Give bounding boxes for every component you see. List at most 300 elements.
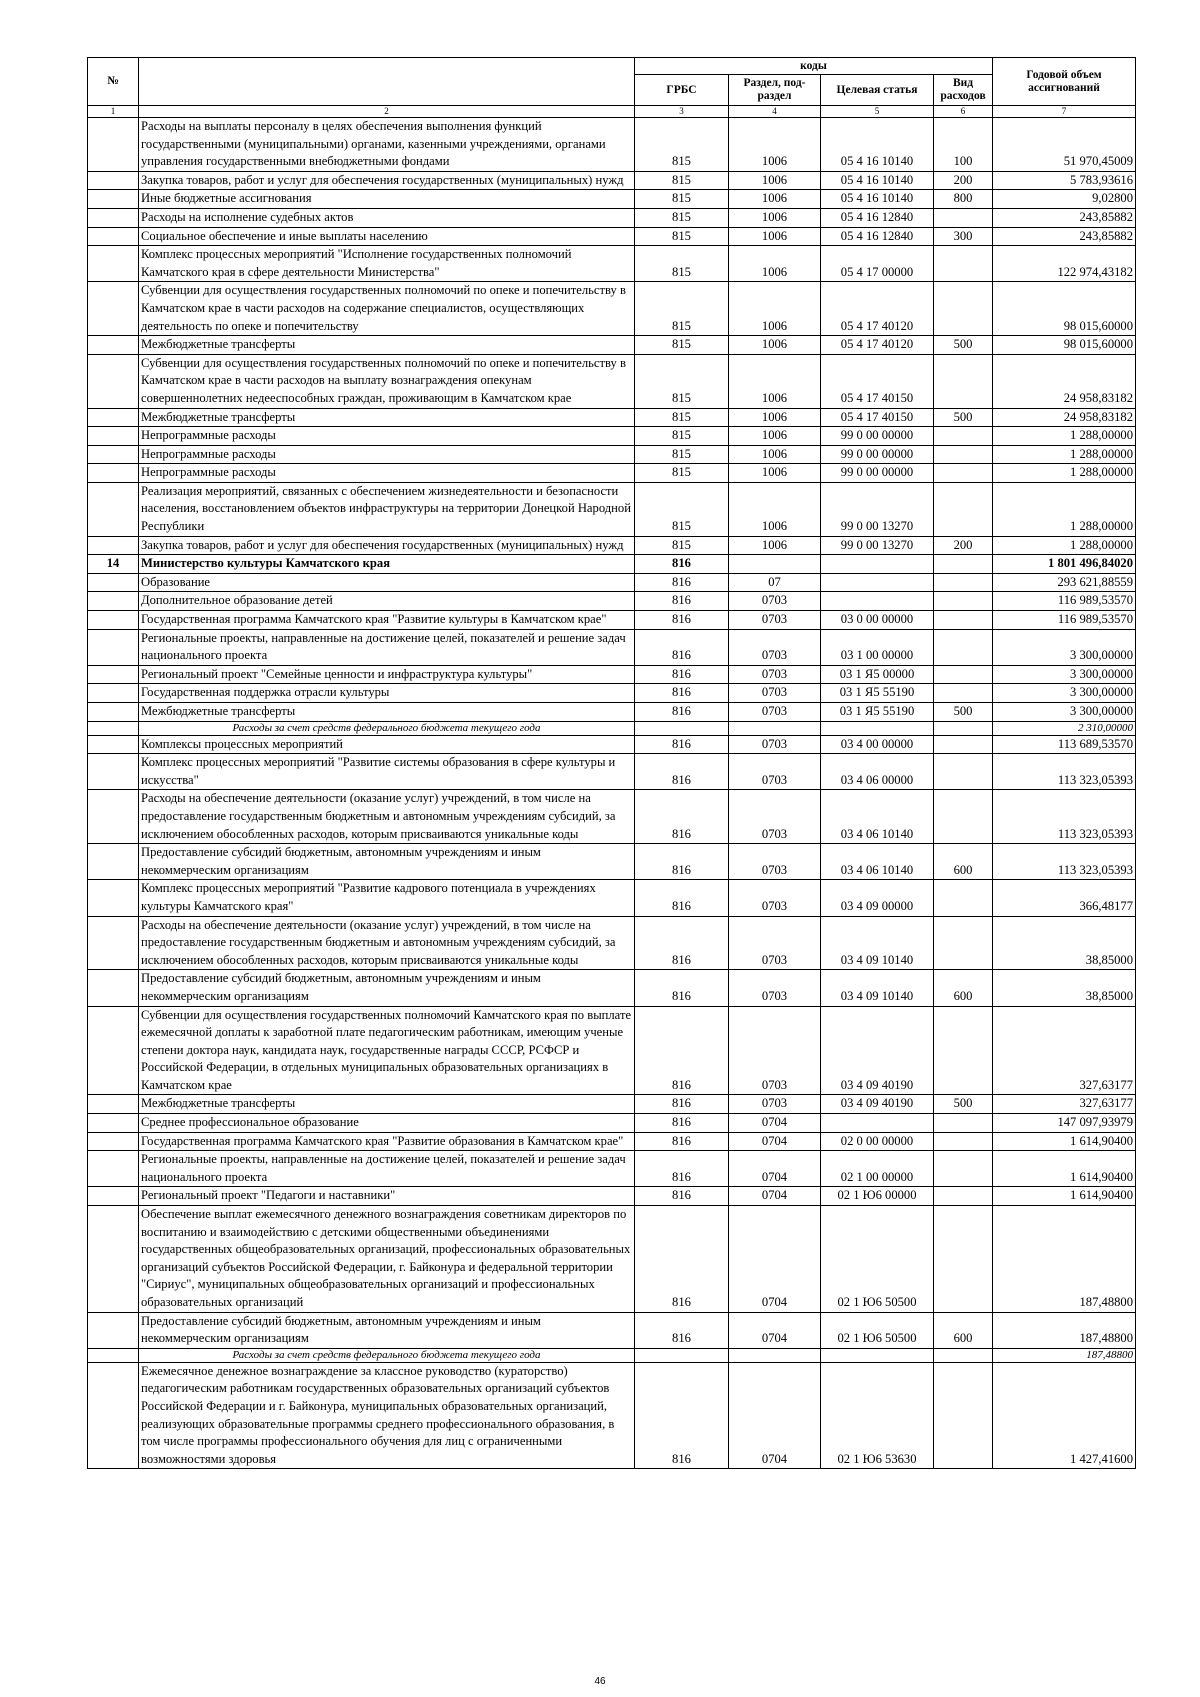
table-row bbox=[88, 282, 1136, 336]
expense-name: Межбюджетные трансферты bbox=[139, 1095, 635, 1114]
grbs-code: 815 bbox=[635, 445, 729, 464]
grbs-code: 815 bbox=[635, 336, 729, 355]
grbs-code: 816 bbox=[635, 735, 729, 754]
expense-type-code bbox=[934, 611, 993, 630]
annual-amount: 3 300,00000 bbox=[993, 703, 1136, 722]
section-code: 0704 bbox=[729, 1362, 821, 1469]
grbs-code: 816 bbox=[635, 1312, 729, 1348]
grbs-code: 816 bbox=[635, 916, 729, 970]
expense-name: Межбюджетные трансферты bbox=[139, 408, 635, 427]
expense-name: Региональный проект "Семейные ценности и инфраструктура культуры" bbox=[139, 665, 635, 684]
row-number: 14 bbox=[88, 555, 139, 574]
annual-amount: 3 300,00000 bbox=[993, 665, 1136, 684]
expense-type-code: 500 bbox=[934, 336, 993, 355]
annual-amount: 1 614,90400 bbox=[993, 1132, 1136, 1151]
section-code: 1006 bbox=[729, 227, 821, 246]
section-code: 0703 bbox=[729, 844, 821, 880]
page-number: 46 bbox=[594, 1676, 606, 1687]
grbs-code: 815 bbox=[635, 464, 729, 483]
expense-name: Государственная программа Камчатского края "Развитие культуры в Камчатском крае" bbox=[139, 611, 635, 630]
row-number bbox=[88, 1187, 139, 1206]
expense-name: Закупка товаров, работ и услуг для обеспечения государственных (муниципальных) нужд bbox=[139, 536, 635, 555]
target-item-code: 05 4 17 40150 bbox=[821, 408, 934, 427]
table-row bbox=[88, 1312, 1136, 1348]
annual-amount: 147 097,93979 bbox=[993, 1114, 1136, 1133]
expense-name: Региональный проект "Педагоги и наставники" bbox=[139, 1187, 635, 1206]
federal-budget-row bbox=[88, 1348, 1136, 1362]
annual-amount: 3 300,00000 bbox=[993, 629, 1136, 665]
expense-type-code bbox=[934, 1362, 993, 1469]
expense-type-code bbox=[934, 573, 993, 592]
grbs-code: 816 bbox=[635, 790, 729, 844]
grbs-code: 816 bbox=[635, 1362, 729, 1469]
target-item-code: 02 1 Ю6 50500 bbox=[821, 1312, 934, 1348]
annual-amount: 1 288,00000 bbox=[993, 445, 1136, 464]
row-number bbox=[88, 208, 139, 227]
section-code: 0703 bbox=[729, 592, 821, 611]
table-row bbox=[88, 445, 1136, 464]
target-item-code: 99 0 00 00000 bbox=[821, 427, 934, 446]
row-number bbox=[88, 1151, 139, 1187]
expense-name: Расходы на исполнение судебных актов bbox=[139, 208, 635, 227]
expense-name: Государственная программа Камчатского края "Развитие образования в Камчатском крае" bbox=[139, 1132, 635, 1151]
table-row bbox=[88, 880, 1136, 916]
target-item-code: 99 0 00 13270 bbox=[821, 482, 934, 536]
expense-type-code bbox=[934, 1132, 993, 1151]
annual-amount: 113 689,53570 bbox=[993, 735, 1136, 754]
expense-type-code bbox=[934, 1206, 993, 1313]
table-body bbox=[88, 118, 1136, 1469]
row-number bbox=[88, 703, 139, 722]
annual-amount: 24 958,83182 bbox=[993, 408, 1136, 427]
expense-name: Межбюджетные трансферты bbox=[139, 703, 635, 722]
annual-amount: 243,85882 bbox=[993, 227, 1136, 246]
expense-type-code bbox=[934, 684, 993, 703]
annual-amount: 38,85000 bbox=[993, 916, 1136, 970]
expense-name: Министерство культуры Камчатского края bbox=[139, 555, 635, 574]
annual-amount: 1 288,00000 bbox=[993, 427, 1136, 446]
header-target-item: Целевая статья bbox=[821, 75, 934, 106]
annual-amount: 116 989,53570 bbox=[993, 592, 1136, 611]
annual-amount: 1 288,00000 bbox=[993, 464, 1136, 483]
section-code: 0704 bbox=[729, 1312, 821, 1348]
target-item-code: 02 0 00 00000 bbox=[821, 1132, 934, 1151]
target-item-code bbox=[821, 573, 934, 592]
grbs-code: 815 bbox=[635, 427, 729, 446]
section-code: 0703 bbox=[729, 1006, 821, 1095]
target-item-code: 02 1 Ю6 50500 bbox=[821, 1206, 934, 1313]
target-item-code: 03 4 06 10140 bbox=[821, 790, 934, 844]
row-number bbox=[88, 171, 139, 190]
expense-name: Расходы за счет средств федерального бюджета текущего года bbox=[139, 1348, 635, 1362]
expense-type-code bbox=[934, 464, 993, 483]
table-row bbox=[88, 482, 1136, 536]
expense-type-code bbox=[934, 592, 993, 611]
section-code: 1006 bbox=[729, 208, 821, 227]
expense-name: Реализация мероприятий, связанных с обеспечением жизнедеятельности и безопасности населения, восстановлением объектов инфраструктуры на территории Донецкой Народной Республики bbox=[139, 482, 635, 536]
expense-type-code bbox=[934, 1151, 993, 1187]
row-number bbox=[88, 970, 139, 1006]
table-row bbox=[88, 970, 1136, 1006]
column-number: 2 bbox=[139, 106, 635, 118]
target-item-code: 03 4 00 00000 bbox=[821, 735, 934, 754]
annual-amount: 113 323,05393 bbox=[993, 790, 1136, 844]
grbs-code: 816 bbox=[635, 555, 729, 574]
expense-type-code bbox=[934, 1114, 993, 1133]
grbs-code: 815 bbox=[635, 190, 729, 209]
table-row bbox=[88, 592, 1136, 611]
expense-name: Комплекс процессных мероприятий "Развитие кадрового потенциала в учреждениях культуры Камчатского края" bbox=[139, 880, 635, 916]
expense-name: Комплекс процессных мероприятий "Развитие системы образования в сфере культуры и искусства" bbox=[139, 754, 635, 790]
grbs-code: 815 bbox=[635, 171, 729, 190]
column-numbers-row bbox=[88, 106, 1136, 118]
expense-type-code bbox=[934, 246, 993, 282]
table-row bbox=[88, 208, 1136, 227]
grbs-code: 815 bbox=[635, 246, 729, 282]
row-number bbox=[88, 592, 139, 611]
section-code: 1006 bbox=[729, 190, 821, 209]
annual-amount: 24 958,83182 bbox=[993, 354, 1136, 408]
row-number bbox=[88, 246, 139, 282]
expense-name: Предоставление субсидий бюджетным, автономным учреждениям и иным некоммерческим организациям bbox=[139, 1312, 635, 1348]
expense-type-code: 500 bbox=[934, 1095, 993, 1114]
grbs-code: 816 bbox=[635, 1206, 729, 1313]
grbs-code: 816 bbox=[635, 1151, 729, 1187]
row-number bbox=[88, 721, 139, 735]
expense-type-code: 600 bbox=[934, 844, 993, 880]
target-item-code: 99 0 00 00000 bbox=[821, 445, 934, 464]
row-number bbox=[88, 1132, 139, 1151]
expense-type-code: 100 bbox=[934, 118, 993, 172]
expense-name: Среднее профессиональное образование bbox=[139, 1114, 635, 1133]
table-row bbox=[88, 246, 1136, 282]
row-number bbox=[88, 1114, 139, 1133]
table-row bbox=[88, 573, 1136, 592]
grbs-code: 815 bbox=[635, 118, 729, 172]
section-code: 0703 bbox=[729, 684, 821, 703]
expense-name: Региональные проекты, направленные на достижение целей, показателей и решение задач национального проекта bbox=[139, 1151, 635, 1187]
table-row bbox=[88, 629, 1136, 665]
expense-name: Субвенции для осуществления государственных полномочий по опеке и попечительству в Камчатском крае в части расходов на выплату вознаграждения опекунам совершеннолетних недееспособных граждан, проживающим в Камчатском крае bbox=[139, 354, 635, 408]
table-row bbox=[88, 408, 1136, 427]
row-number bbox=[88, 1206, 139, 1313]
annual-amount: 9,02800 bbox=[993, 190, 1136, 209]
annual-amount: 98 015,60000 bbox=[993, 282, 1136, 336]
expense-name: Государственная поддержка отрасли культуры bbox=[139, 684, 635, 703]
grbs-code: 815 bbox=[635, 282, 729, 336]
section-code: 0703 bbox=[729, 880, 821, 916]
target-item-code: 02 1 Ю6 00000 bbox=[821, 1187, 934, 1206]
expense-name: Непрограммные расходы bbox=[139, 427, 635, 446]
section-code: 0703 bbox=[729, 703, 821, 722]
table-row bbox=[88, 427, 1136, 446]
grbs-code: 816 bbox=[635, 1095, 729, 1114]
section-code: 1006 bbox=[729, 482, 821, 536]
row-number bbox=[88, 844, 139, 880]
expense-type-code bbox=[934, 1187, 993, 1206]
expense-type-code: 600 bbox=[934, 1312, 993, 1348]
section-code: 1006 bbox=[729, 445, 821, 464]
target-item-code: 03 0 00 00000 bbox=[821, 611, 934, 630]
table-row bbox=[88, 1006, 1136, 1095]
grbs-code: 815 bbox=[635, 354, 729, 408]
section-code: 1006 bbox=[729, 282, 821, 336]
grbs-code: 816 bbox=[635, 665, 729, 684]
expense-type-code bbox=[934, 482, 993, 536]
target-item-code: 99 0 00 00000 bbox=[821, 464, 934, 483]
expense-name: Ежемесячное денежное вознаграждение за классное руководство (кураторство) педагогическим работникам государственных образовательных организаций субъектов Российской Федерации и г. Байконура, муниципальных образовательных организаций, реализующих образовательные программы среднего профессионального образования, в том числе программы профессионального обучения для лиц с ограниченными возможностями здоровья bbox=[139, 1362, 635, 1469]
row-number bbox=[88, 482, 139, 536]
table-header bbox=[88, 58, 1136, 118]
expense-type-code bbox=[934, 721, 993, 735]
expense-type-code bbox=[934, 754, 993, 790]
expense-type-code: 600 bbox=[934, 970, 993, 1006]
annual-amount: 122 974,43182 bbox=[993, 246, 1136, 282]
expense-name: Комплексы процессных мероприятий bbox=[139, 735, 635, 754]
row-number bbox=[88, 190, 139, 209]
section-code bbox=[729, 1348, 821, 1362]
target-item-code: 03 4 09 10140 bbox=[821, 970, 934, 1006]
expense-type-code bbox=[934, 1348, 993, 1362]
section-code: 0703 bbox=[729, 1095, 821, 1114]
expense-type-code: 500 bbox=[934, 408, 993, 427]
expense-type-code bbox=[934, 354, 993, 408]
grbs-code: 816 bbox=[635, 754, 729, 790]
section-code: 0704 bbox=[729, 1114, 821, 1133]
header-grbs: ГРБС bbox=[635, 75, 729, 106]
expense-type-code: 500 bbox=[934, 703, 993, 722]
expense-type-code bbox=[934, 790, 993, 844]
target-item-code: 99 0 00 13270 bbox=[821, 536, 934, 555]
section-code: 0703 bbox=[729, 629, 821, 665]
grbs-code: 816 bbox=[635, 592, 729, 611]
row-number bbox=[88, 427, 139, 446]
annual-amount: 243,85882 bbox=[993, 208, 1136, 227]
expense-name: Непрограммные расходы bbox=[139, 445, 635, 464]
table-row bbox=[88, 227, 1136, 246]
expense-type-code: 300 bbox=[934, 227, 993, 246]
header-section: Раздел, под-раздел bbox=[729, 75, 821, 106]
expense-type-code bbox=[934, 445, 993, 464]
table-row bbox=[88, 354, 1136, 408]
section-code bbox=[729, 555, 821, 574]
target-item-code: 03 4 06 00000 bbox=[821, 754, 934, 790]
annual-amount: 1 801 496,84020 bbox=[993, 555, 1136, 574]
expense-name: Предоставление субсидий бюджетным, автономным учреждениям и иным некоммерческим организациям bbox=[139, 970, 635, 1006]
row-number bbox=[88, 118, 139, 172]
row-number bbox=[88, 1348, 139, 1362]
table-row bbox=[88, 754, 1136, 790]
table-row bbox=[88, 684, 1136, 703]
section-code: 0704 bbox=[729, 1187, 821, 1206]
header-annual-volume: Годовой объем ассигнований bbox=[993, 58, 1136, 106]
section-code: 1006 bbox=[729, 408, 821, 427]
row-number bbox=[88, 464, 139, 483]
expense-type-code bbox=[934, 665, 993, 684]
expense-type-code bbox=[934, 1006, 993, 1095]
section-code: 0703 bbox=[729, 735, 821, 754]
grbs-code bbox=[635, 721, 729, 735]
annual-amount: 366,48177 bbox=[993, 880, 1136, 916]
annual-amount: 2 310,00000 bbox=[993, 721, 1136, 735]
table-row bbox=[88, 118, 1136, 172]
table-row bbox=[88, 844, 1136, 880]
target-item-code: 05 4 17 40120 bbox=[821, 282, 934, 336]
expense-type-code bbox=[934, 916, 993, 970]
grbs-code: 815 bbox=[635, 227, 729, 246]
target-item-code bbox=[821, 1348, 934, 1362]
grbs-code: 816 bbox=[635, 844, 729, 880]
header-no: № bbox=[88, 58, 139, 106]
annual-amount: 1 614,90400 bbox=[993, 1187, 1136, 1206]
section-code: 1006 bbox=[729, 171, 821, 190]
target-item-code: 02 1 Ю6 53630 bbox=[821, 1362, 934, 1469]
row-number bbox=[88, 408, 139, 427]
annual-amount: 113 323,05393 bbox=[993, 754, 1136, 790]
table-row bbox=[88, 336, 1136, 355]
grbs-code: 816 bbox=[635, 1132, 729, 1151]
expense-name: Непрограммные расходы bbox=[139, 464, 635, 483]
federal-budget-row bbox=[88, 721, 1136, 735]
annual-amount: 1 614,90400 bbox=[993, 1151, 1136, 1187]
annual-amount: 98 015,60000 bbox=[993, 336, 1136, 355]
table-row bbox=[88, 1187, 1136, 1206]
section-code: 1006 bbox=[729, 464, 821, 483]
table-row bbox=[88, 1132, 1136, 1151]
target-item-code: 05 4 16 12840 bbox=[821, 227, 934, 246]
expense-name: Закупка товаров, работ и услуг для обеспечения государственных (муниципальных) нужд bbox=[139, 171, 635, 190]
table-row bbox=[88, 703, 1136, 722]
expense-name: Субвенции для осуществления государственных полномочий по опеке и попечительству в Камчатском крае в части расходов на содержание специалистов, осуществляющих деятельность по опеке и попечительству bbox=[139, 282, 635, 336]
row-number bbox=[88, 684, 139, 703]
expense-name: Образование bbox=[139, 573, 635, 592]
section-code: 0704 bbox=[729, 1206, 821, 1313]
table-row bbox=[88, 1114, 1136, 1133]
section-code: 0703 bbox=[729, 754, 821, 790]
expense-name: Комплекс процессных мероприятий "Исполнение государственных полномочий Камчатского края в сфере деятельности Министерства" bbox=[139, 246, 635, 282]
table-row bbox=[88, 1206, 1136, 1313]
grbs-code: 816 bbox=[635, 880, 729, 916]
table-row bbox=[88, 555, 1136, 574]
target-item-code bbox=[821, 555, 934, 574]
row-number bbox=[88, 1362, 139, 1469]
grbs-code: 816 bbox=[635, 1187, 729, 1206]
section-code: 1006 bbox=[729, 246, 821, 282]
target-item-code: 03 1 Я5 55190 bbox=[821, 684, 934, 703]
target-item-code: 05 4 17 00000 bbox=[821, 246, 934, 282]
table-row bbox=[88, 1095, 1136, 1114]
target-item-code bbox=[821, 721, 934, 735]
target-item-code: 05 4 16 12840 bbox=[821, 208, 934, 227]
row-number bbox=[88, 445, 139, 464]
section-code: 0703 bbox=[729, 970, 821, 1006]
target-item-code: 05 4 16 10140 bbox=[821, 190, 934, 209]
target-item-code: 03 1 Я5 55190 bbox=[821, 703, 934, 722]
row-number bbox=[88, 227, 139, 246]
grbs-code: 816 bbox=[635, 970, 729, 1006]
expense-name: Расходы за счет средств федерального бюджета текущего года bbox=[139, 721, 635, 735]
annual-amount: 5 783,93616 bbox=[993, 171, 1136, 190]
row-number bbox=[88, 573, 139, 592]
target-item-code: 03 1 Я5 00000 bbox=[821, 665, 934, 684]
table-row bbox=[88, 916, 1136, 970]
grbs-code: 816 bbox=[635, 611, 729, 630]
section-code bbox=[729, 721, 821, 735]
row-number bbox=[88, 1006, 139, 1095]
target-item-code: 03 4 09 10140 bbox=[821, 916, 934, 970]
annual-amount: 38,85000 bbox=[993, 970, 1136, 1006]
annual-amount: 3 300,00000 bbox=[993, 684, 1136, 703]
expense-name: Расходы на обеспечение деятельности (оказание услуг) учреждений, в том числе на предоставление государственным бюджетным и автономным учреждениям субсидий, за исключением обособленных расходов, которым присваиваются уникальные коды bbox=[139, 916, 635, 970]
table-row bbox=[88, 1362, 1136, 1469]
section-code: 0703 bbox=[729, 611, 821, 630]
budget-table bbox=[87, 57, 1136, 1469]
grbs-code: 816 bbox=[635, 629, 729, 665]
expense-name: Расходы на обеспечение деятельности (оказание услуг) учреждений, в том числе на предоставление государственным бюджетным и автономным учреждениям субсидий, за исключением обособленных расходов, которым присваиваются уникальные коды bbox=[139, 790, 635, 844]
grbs-code: 816 bbox=[635, 1006, 729, 1095]
annual-amount: 1 288,00000 bbox=[993, 536, 1136, 555]
target-item-code: 05 4 17 40150 bbox=[821, 354, 934, 408]
target-item-code: 03 4 09 40190 bbox=[821, 1095, 934, 1114]
section-code: 0704 bbox=[729, 1132, 821, 1151]
expense-type-code: 800 bbox=[934, 190, 993, 209]
row-number bbox=[88, 1095, 139, 1114]
expense-name: Субвенции для осуществления государственных полномочий Камчатского края по выплате ежемесячной доплаты к заработной плате педагогическим работникам, имеющим ученые степени доктора наук, кандидата наук, государственные награды СССР, РСФСР и Российской Федерации, в отдельных муниципальных образовательных организациях в Камчатском крае bbox=[139, 1006, 635, 1095]
annual-amount: 187,48800 bbox=[993, 1348, 1136, 1362]
row-number bbox=[88, 754, 139, 790]
grbs-code: 816 bbox=[635, 703, 729, 722]
column-number: 7 bbox=[993, 106, 1136, 118]
table-row bbox=[88, 611, 1136, 630]
table-row bbox=[88, 735, 1136, 754]
row-number bbox=[88, 282, 139, 336]
expense-type-code: 200 bbox=[934, 536, 993, 555]
header-expense-type: Вид расходов bbox=[934, 75, 993, 106]
target-item-code: 03 4 06 10140 bbox=[821, 844, 934, 880]
row-number bbox=[88, 336, 139, 355]
section-code: 1006 bbox=[729, 354, 821, 408]
row-number bbox=[88, 536, 139, 555]
expense-type-code bbox=[934, 555, 993, 574]
expense-type-code: 200 bbox=[934, 171, 993, 190]
table-row bbox=[88, 790, 1136, 844]
grbs-code: 816 bbox=[635, 573, 729, 592]
row-number bbox=[88, 629, 139, 665]
table-row bbox=[88, 171, 1136, 190]
expense-name: Дополнительное образование детей bbox=[139, 592, 635, 611]
row-number bbox=[88, 916, 139, 970]
section-code: 07 bbox=[729, 573, 821, 592]
section-code: 1006 bbox=[729, 336, 821, 355]
expense-type-code bbox=[934, 208, 993, 227]
column-number: 3 bbox=[635, 106, 729, 118]
section-code: 1006 bbox=[729, 427, 821, 446]
expense-type-code bbox=[934, 735, 993, 754]
table-row bbox=[88, 1151, 1136, 1187]
expense-name: Обеспечение выплат ежемесячного денежного вознаграждения советникам директоров по воспитанию и взаимодействию с детскими общественными объединениями государственных общеобразовательных организаций, профессиональных образовательных организаций субъектов Российской Федерации, г. Байконура и федеральной территории "Сириус", муниципальных общеобразовательных организаций и профессиональных образовательных организаций bbox=[139, 1206, 635, 1313]
expense-type-code bbox=[934, 880, 993, 916]
section-code: 0703 bbox=[729, 916, 821, 970]
section-code: 0703 bbox=[729, 790, 821, 844]
section-code: 1006 bbox=[729, 118, 821, 172]
annual-amount: 51 970,45009 bbox=[993, 118, 1136, 172]
grbs-code: 815 bbox=[635, 482, 729, 536]
expense-name: Иные бюджетные ассигнования bbox=[139, 190, 635, 209]
annual-amount: 116 989,53570 bbox=[993, 611, 1136, 630]
header-codes: коды bbox=[635, 58, 993, 75]
annual-amount: 327,63177 bbox=[993, 1006, 1136, 1095]
row-number bbox=[88, 1312, 139, 1348]
